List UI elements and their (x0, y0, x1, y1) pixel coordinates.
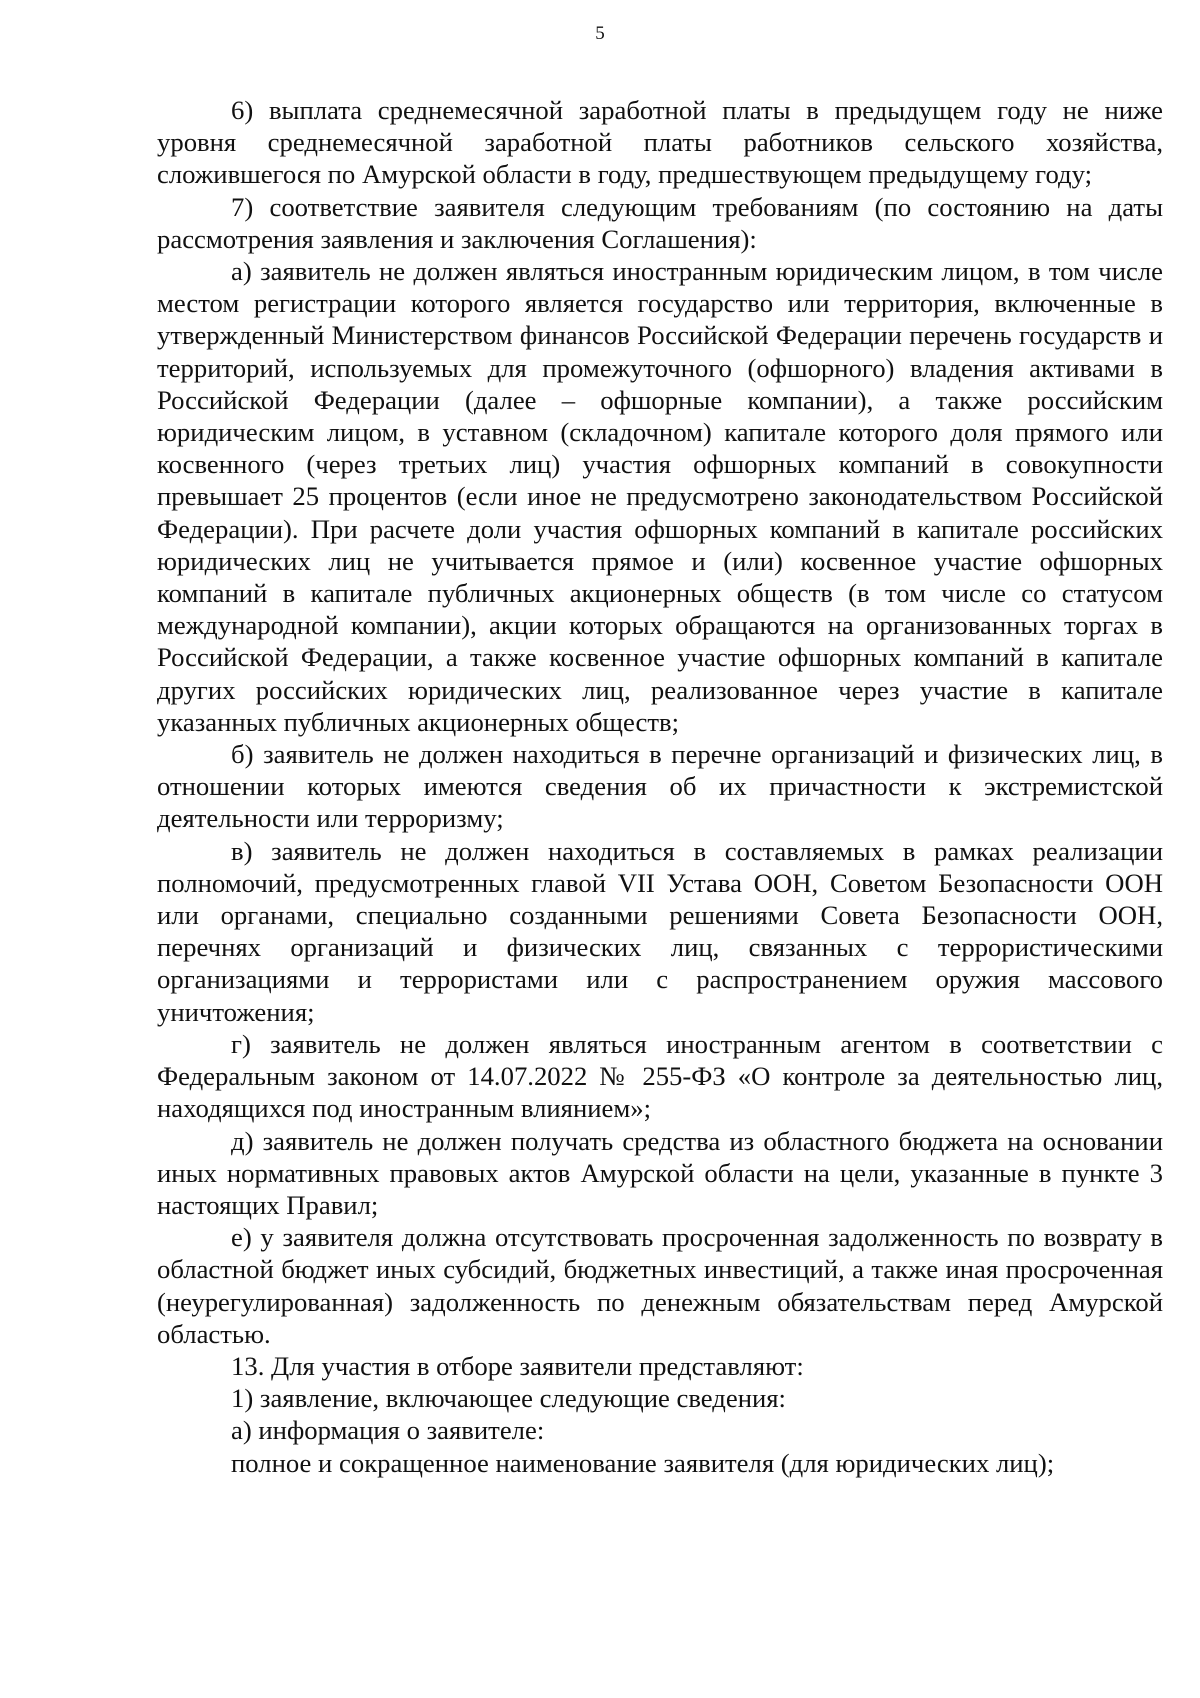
subparagraph-b-extremism-list: б) заявитель не должен находиться в перечне организаций и физических лиц, в отношении которых имеются сведения об их причастности к экстремистской деятельности или терроризму; (157, 739, 1163, 834)
subparagraph-g-foreign-agent: г) заявитель не должен являться иностранным агентом в соответствии с Федеральным законом от 14.07.2022 № 255-ФЗ «О контроле за деятельностью лиц, находящихся под иностранным влиянием»; (157, 1028, 1163, 1124)
item-a-applicant-info: а) информация о заявителе: (231, 1415, 545, 1446)
paragraph-7-applicant-requirements: 7) соответствие заявителя следующим требованиям (по состоянию на даты рассмотрения заявления и заключения Соглашения): (157, 191, 1163, 254)
document-body (157, 94, 1163, 1479)
applicant-name-line: полное и сокращенное наименование заявителя (для юридических лиц); (231, 1447, 1055, 1478)
subparagraph-e-overdue-debt: е) у заявителя должна отсутствовать просроченная задолженность по возврату в областной бюджет иных субсидий, бюджетных инвестиций, а также иная просроченная (неурегулированная) задолженность по денежным обязательствам перед Амурской областью. (157, 1222, 1163, 1349)
subparagraph-d-regional-budget-funds: д) заявитель не должен получать средства из областного бюджета на основании иных нормативных правовых актов Амурской области на цели, указанные в пункте 3 настоящих Правил; (157, 1125, 1163, 1220)
paragraph-6-average-salary: 6) выплата среднемесячной заработной платы в предыдущем году не ниже уровня среднемесячной заработной платы работников сельского хозяйства, сложившегося по Амурской области в году, предшествующем предыдущему году; (157, 95, 1163, 190)
subparagraph-v-un-sanctions-list: в) заявитель не должен находиться в составляемых в рамках реализации полномочий, предусмотренных главой VII Устава ООН, Советом Безопасности ООН или органами, специально созданными решениями Совета Безопасности ООН, перечнях организаций и физических лиц, связанных с террористическими организациями и террористами или с распространением оружия массового уничтожения; (157, 835, 1163, 1027)
subparagraph-a-offshore-companies: а) заявитель не должен являться иностранным юридическим лицом, в том числе местом регистрации которого является государство или территория, включенные в утвержденный Министерством финансов Российской Федерации перечень государств и территорий, используемых для промежуточного (офшорного) владения активами в Российской Федерации (далее – офшорные компании), а также российским юридическим лицом, в уставном (складочном) капитале которого доля прямого или косвенного (через третьих лиц) участия офшорных компаний в совокупности превышает 25 процентов (если иное не предусмотрено законодательством Российской Федерации). При расчете доли участия офшорных компаний в капитале российских юридических лиц не учитывается прямое и (или) косвенное участие офшорных компаний в капитале публичных акционерных обществ (в том числе со статусом международной компании), акции которых обращаются на организованных торгах в Российской Федерации, а также косвенное участие офшорных компаний в капитале других российских юридических лиц, реализованное через участие в капитале указанных публичных акционерных обществ; (157, 256, 1163, 737)
item-1-application: 1) заявление, включающее следующие сведения: (231, 1383, 786, 1414)
section-13-documents: 13. Для участия в отборе заявители представляют: (231, 1350, 804, 1381)
page-number: 5 (595, 23, 605, 44)
